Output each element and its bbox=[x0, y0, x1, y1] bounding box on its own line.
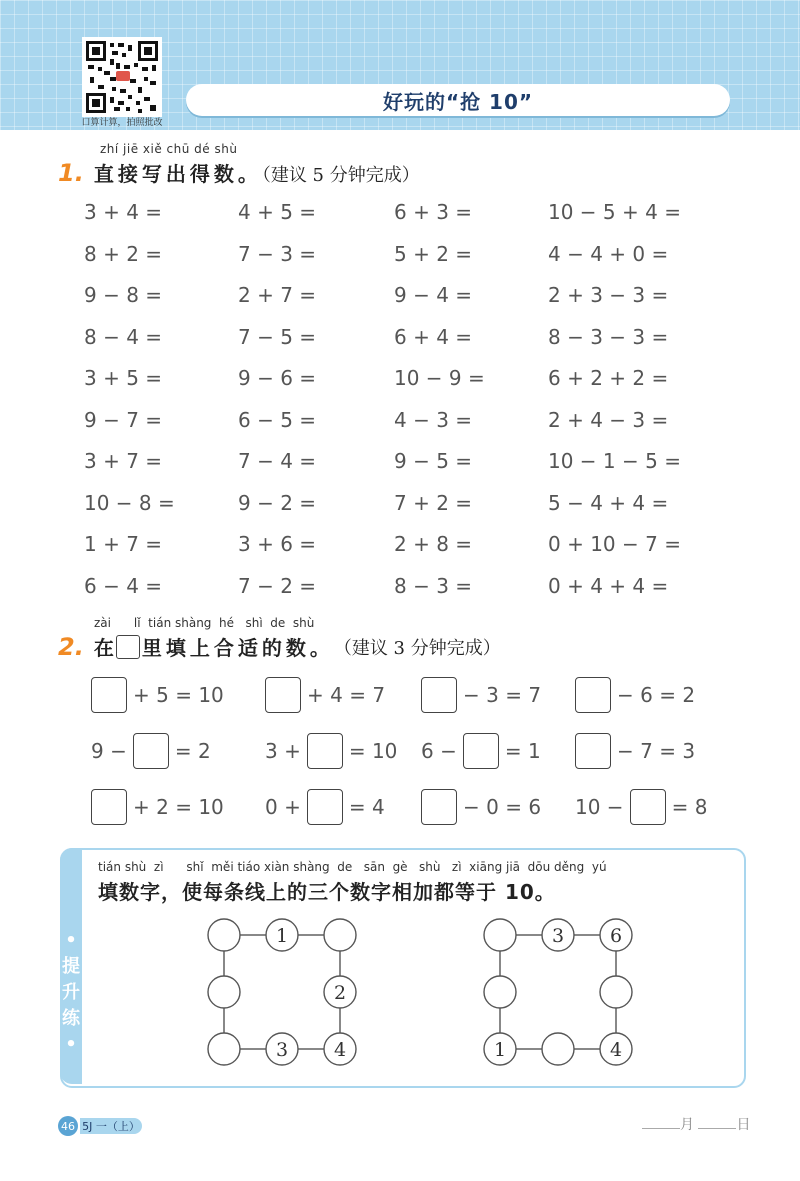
puzzle-square-1 bbox=[208, 919, 356, 1065]
equation-r1-c1: 7 − 3 = bbox=[238, 241, 317, 266]
fill-equation-before: 10 − bbox=[575, 795, 624, 819]
book-label: 5J 一（上） bbox=[80, 1118, 142, 1134]
fill-equation-after: + 2 = 10 bbox=[133, 795, 224, 819]
fill-equation-after: + 4 = 7 bbox=[307, 683, 386, 707]
puzzle-node-value: 6 bbox=[609, 925, 623, 947]
section2-note: （建议 3 分钟完成） bbox=[333, 637, 501, 659]
equation-r7-c1: 9 − 2 = bbox=[238, 490, 317, 515]
fill-equation-after: = 2 bbox=[174, 739, 211, 763]
equation-r2-c3: 2 + 3 − 3 = bbox=[548, 283, 669, 307]
puzzle-line bbox=[224, 935, 340, 1049]
section1-title: 直接写出得数。 bbox=[93, 162, 262, 186]
equation-r4-c2: 10 − 9 = bbox=[394, 366, 485, 390]
puzzle-node-value: 4 bbox=[609, 1039, 623, 1061]
equation-r3-c0: 8 − 4 = bbox=[84, 324, 163, 349]
equation-r5-c2: 4 − 3 = bbox=[394, 407, 473, 432]
puzzle-node-circle[interactable] bbox=[324, 919, 356, 951]
section2-pinyin: zài lǐ tián shàng hé shì de shù bbox=[94, 616, 315, 630]
fill-equation-after: = 8 bbox=[671, 795, 708, 819]
equation-r8-c1: 3 + 6 = bbox=[238, 532, 317, 556]
puzzle-node-circle[interactable] bbox=[208, 919, 240, 951]
equation-r1-c3: 4 − 4 + 0 = bbox=[548, 241, 669, 266]
practice-pinyin: tián shù zì shǐ měi tiáo xiàn shàng de sān gè shù zì xiāng jiā dōu děng yú bbox=[98, 860, 607, 874]
puzzle-node-value: 4 bbox=[333, 1039, 347, 1061]
equation-r9-c1: 7 − 2 = bbox=[238, 573, 317, 598]
equation-r2-c1: 2 + 7 = bbox=[238, 283, 317, 307]
section1-note: （建议 5 分钟完成） bbox=[261, 165, 420, 186]
puzzle-node-circle[interactable] bbox=[484, 976, 516, 1008]
qr-caption: 口算计算，拍照批改 bbox=[81, 118, 163, 128]
section2-number: 2. bbox=[58, 632, 84, 661]
equation-r7-c0: 10 − 8 = bbox=[84, 490, 175, 515]
equation-r6-c0: 3 + 7 = bbox=[84, 449, 163, 473]
fill-equation-after: − 6 = 2 bbox=[617, 683, 696, 707]
equation-r2-c0: 9 − 8 = bbox=[84, 283, 163, 307]
puzzle-node-circle[interactable] bbox=[600, 976, 632, 1008]
equation-r0-c1: 4 + 5 = bbox=[238, 200, 317, 224]
section1-pinyin: zhí jiē xiě chū dé shù bbox=[100, 142, 238, 156]
equation-r8-c0: 1 + 7 = bbox=[84, 532, 163, 556]
equation-r4-c0: 3 + 5 = bbox=[84, 366, 163, 390]
puzzle-node-circle[interactable] bbox=[542, 1033, 574, 1065]
equation-r7-c2: 7 + 2 = bbox=[394, 490, 473, 515]
fill-equation-after: + 5 = 10 bbox=[133, 683, 224, 707]
equation-r2-c2: 9 − 4 = bbox=[394, 283, 473, 307]
practice-side-label: •提升练• bbox=[62, 930, 80, 1055]
equation-r6-c1: 7 − 4 = bbox=[238, 449, 317, 473]
puzzle-node-value: 1 bbox=[275, 925, 289, 947]
equation-r8-c2: 2 + 8 = bbox=[394, 532, 473, 556]
fill-equation-before: 3 + bbox=[265, 739, 301, 763]
puzzle-line bbox=[500, 935, 616, 1049]
puzzle-node-value: 1 bbox=[493, 1039, 507, 1061]
equation-r0-c3: 10 − 5 + 4 = bbox=[548, 200, 681, 224]
month-label: 月 bbox=[680, 1117, 694, 1133]
fill-equation-before: 6 − bbox=[421, 739, 457, 763]
section1-number: 1. bbox=[58, 159, 84, 187]
date-fields bbox=[642, 1114, 750, 1134]
equation-r0-c2: 6 + 3 = bbox=[394, 200, 473, 224]
page-title: 好玩的“抢 10” bbox=[186, 84, 730, 116]
equation-r5-c1: 6 − 5 = bbox=[238, 407, 317, 432]
equation-r3-c1: 7 − 5 = bbox=[238, 324, 317, 349]
equation-r6-c3: 10 − 1 − 5 = bbox=[548, 449, 681, 473]
puzzle-node-value: 2 bbox=[333, 982, 347, 1004]
equation-r9-c2: 8 − 3 = bbox=[394, 573, 473, 598]
fill-equation-after: = 10 bbox=[348, 739, 398, 763]
fill-equation-before: 0 + bbox=[265, 795, 301, 819]
equation-r9-c3: 0 + 4 + 4 = bbox=[548, 573, 669, 598]
equation-r1-c2: 5 + 2 = bbox=[394, 241, 473, 266]
section2-title-b: 里填上合适的数。 bbox=[141, 636, 334, 660]
equation-r7-c3: 5 − 4 + 4 = bbox=[548, 490, 669, 515]
puzzle-node-value: 3 bbox=[275, 1039, 289, 1061]
equation-r1-c0: 8 + 2 = bbox=[84, 241, 163, 266]
puzzle-node-circle[interactable] bbox=[208, 976, 240, 1008]
puzzle-square-2 bbox=[484, 919, 632, 1065]
equation-r3-c3: 8 − 3 − 3 = bbox=[548, 324, 669, 349]
section2-title-a: 在 bbox=[93, 636, 114, 660]
puzzle-node-value: 3 bbox=[551, 925, 565, 947]
fill-equation-after: − 7 = 3 bbox=[617, 739, 696, 763]
fill-equation-after: − 0 = 6 bbox=[463, 795, 542, 819]
puzzle-node-circle[interactable] bbox=[208, 1033, 240, 1065]
equation-r5-c0: 9 − 7 = bbox=[84, 407, 163, 432]
equation-r4-c3: 6 + 2 + 2 = bbox=[548, 366, 669, 390]
equation-r4-c1: 9 − 6 = bbox=[238, 366, 317, 390]
equation-r5-c3: 2 + 4 − 3 = bbox=[548, 407, 669, 432]
equation-r8-c3: 0 + 10 − 7 = bbox=[548, 532, 681, 556]
day-blank[interactable] bbox=[698, 1128, 736, 1129]
equation-r3-c2: 6 + 4 = bbox=[394, 324, 473, 349]
fill-equation-after: = 4 bbox=[348, 795, 385, 819]
equation-r9-c0: 6 − 4 = bbox=[84, 573, 163, 598]
equation-r6-c2: 9 − 5 = bbox=[394, 449, 473, 473]
fill-equation-after: = 1 bbox=[504, 739, 541, 763]
practice-question: 填数字，使每条线上的三个数字相加都等于 10。 bbox=[98, 880, 556, 904]
puzzle-node-circle[interactable] bbox=[484, 919, 516, 951]
fill-equation-before: 9 − bbox=[91, 739, 127, 763]
page-number: 46 bbox=[58, 1116, 78, 1136]
month-blank[interactable] bbox=[642, 1128, 680, 1129]
fill-equation-after: − 3 = 7 bbox=[463, 683, 542, 707]
equation-r0-c0: 3 + 4 = bbox=[84, 200, 163, 224]
day-label: 日 bbox=[736, 1117, 751, 1133]
